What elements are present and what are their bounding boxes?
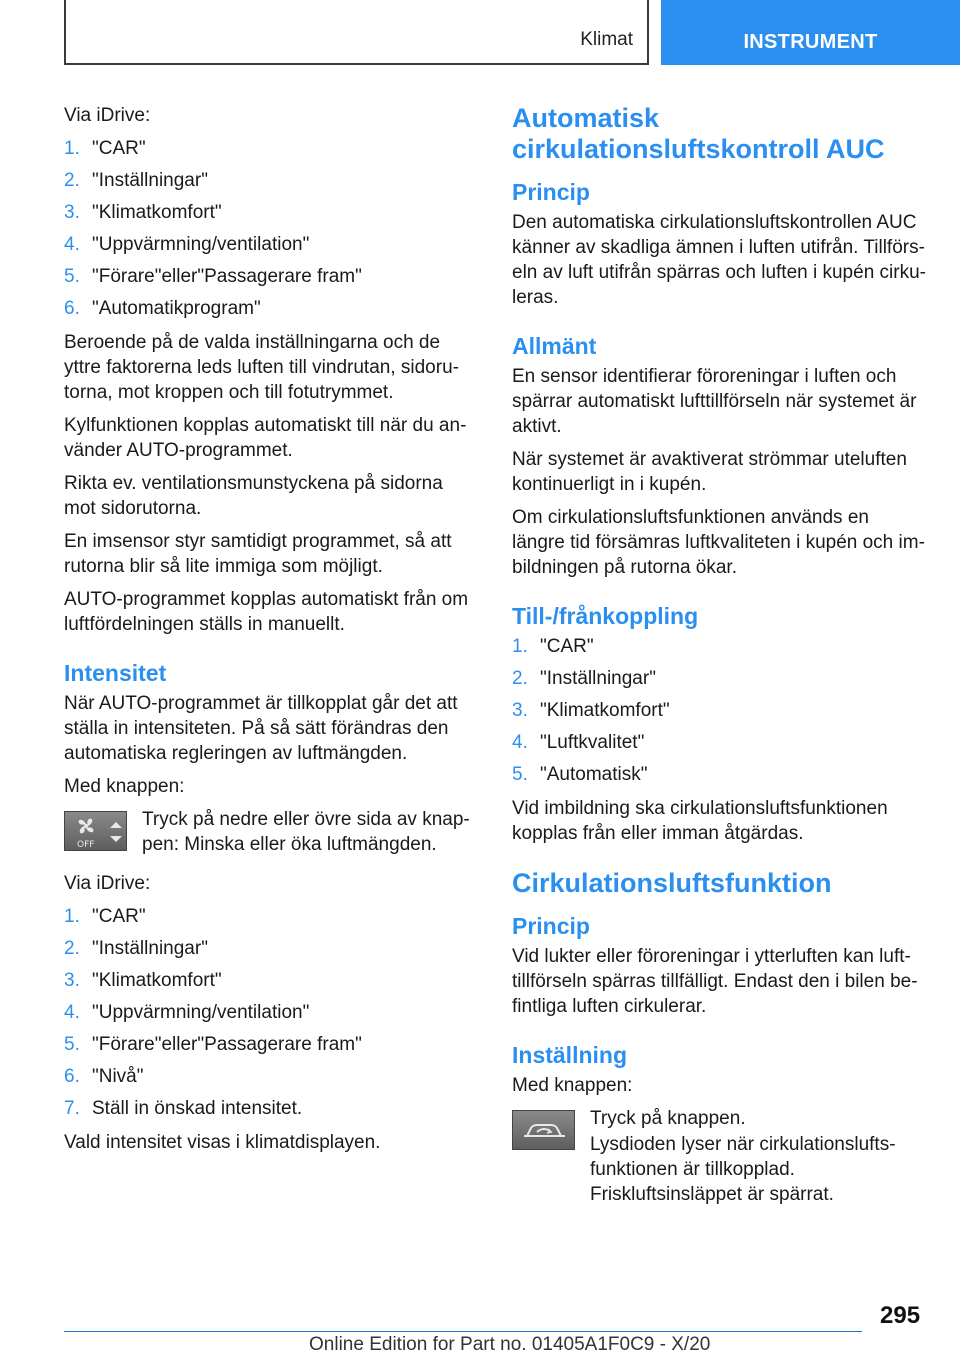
step-text: "Inställningar"	[92, 170, 208, 191]
paragraph: Den automatiska cirkulationsluftskontrollen AUC känner av skadliga ämnen i luften utifrån. Tillförseln av luft utifrån spärras och luften i kupén cirkuleras.	[512, 212, 926, 308]
step-number: 6.	[64, 1066, 80, 1087]
step-number: 7.	[64, 1098, 80, 1119]
page-number: 295	[880, 1302, 921, 1329]
left-column	[64, 103, 479, 1163]
step-text: Ställ in önskad intensitet.	[92, 1098, 303, 1119]
button-instruction	[64, 807, 479, 857]
list-item	[64, 136, 479, 168]
step-text: "Inställningar"	[540, 668, 656, 689]
paragraph: En sensor identifierar föroreningar i luften och spärrar automatiskt lufttillförseln när systemet är aktivt.	[512, 366, 917, 437]
list-item	[64, 232, 479, 264]
step-text: "Klimatkomfort"	[92, 970, 222, 991]
paragraph: Vid imbildning ska cirkulationsluftsfunktionen kopplas från eller imman åtgärdas.	[512, 798, 888, 844]
step-text: "Uppvärmning/ventilation"	[92, 1002, 310, 1023]
list-item	[512, 666, 927, 698]
auc-principle-heading: Princip	[512, 179, 590, 205]
step-number: 5.	[64, 266, 80, 287]
paragraph: AUTO-programmet kopplas automatiskt från om luftfördelningen ställs in manuellt.	[64, 589, 469, 635]
paragraph: Om cirkulationsluftsfunktionen används en längre tid försämras luftkvaliteten i kupén och imbildningen på rutorna ökar.	[512, 507, 925, 578]
paragraph: När AUTO-programmet är tillkopplat går det att ställa in intensiteten. På så sätt förändras den automatiska regleringen av luftmängden.	[64, 693, 458, 764]
list-item	[64, 904, 479, 936]
list-item	[64, 1000, 479, 1032]
step-text: "Inställningar"	[92, 938, 208, 959]
idrive-intro: Via iDrive:	[64, 105, 151, 126]
step-text: "CAR"	[540, 636, 594, 657]
step-number: 4.	[512, 732, 528, 753]
button-result-text: Lysdioden lyser när cirkulationsluftsfunktionen är tillkopplad. Friskluftsinsläppet är spärrat.	[590, 1134, 896, 1205]
list-item	[64, 200, 479, 232]
list-item	[512, 730, 927, 762]
list-item	[64, 296, 479, 328]
step-number: 6.	[64, 298, 80, 319]
step-number: 4.	[64, 234, 80, 255]
intensity-steps-list	[64, 904, 479, 1128]
list-item	[64, 168, 479, 200]
auc-steps-list	[512, 634, 927, 794]
step-text: "Klimatkomfort"	[92, 202, 222, 223]
with-button-label: Med knappen:	[512, 1075, 633, 1096]
list-item	[64, 936, 479, 968]
step-number: 5.	[512, 764, 528, 785]
paragraph: Kylfunktionen kopplas automatiskt till när du använder AUTO-programmet.	[64, 415, 467, 461]
footer-edition: Online Edition for Part no. 01405A1F0C9 - X/20	[309, 1334, 711, 1355]
list-item	[64, 264, 479, 296]
header-section-tab	[64, 0, 649, 65]
idrive-steps-list	[64, 136, 479, 328]
step-text: "Förare"eller"Passagerare fram"	[92, 266, 362, 287]
step-number: 2.	[512, 668, 528, 689]
header-chapter-label: INSTRUMENT	[743, 31, 878, 53]
with-button-label: Med knappen:	[64, 776, 185, 797]
step-number: 1.	[64, 906, 80, 927]
list-item	[64, 1064, 479, 1096]
step-text: "Automatisk"	[540, 764, 648, 785]
button-instruction-text: Tryck på knappen.	[590, 1108, 746, 1129]
step-text: "Luftkvalitet"	[540, 732, 645, 753]
paragraph: Vald intensitet visas i klimatdisplayen.	[64, 1132, 381, 1153]
step-number: 3.	[64, 202, 80, 223]
idrive-intro: Via iDrive:	[64, 873, 151, 894]
paragraph: När systemet är avaktiverat strömmar uteluften kontinuerligt in i kupén.	[512, 449, 907, 495]
paragraph: En imsensor styr samtidigt programmet, så att rutorna blir så lite immiga som möjligt.	[64, 531, 452, 577]
list-item	[512, 762, 927, 794]
step-text: "CAR"	[92, 906, 146, 927]
footer-divider	[64, 1331, 862, 1332]
step-text: "Förare"eller"Passagerare fram"	[92, 1034, 362, 1055]
step-number: 2.	[64, 170, 80, 191]
fan-off-button-icon	[64, 811, 127, 851]
list-item	[64, 1032, 479, 1064]
step-text: "Uppvärmning/ventilation"	[92, 234, 310, 255]
list-item	[512, 698, 927, 730]
list-item	[64, 968, 479, 1000]
recirculation-button-icon	[512, 1110, 575, 1150]
paragraph: Rikta ev. ventilationsmunstyckena på sidorna mot sidorutorna.	[64, 473, 443, 519]
recirc-principle-heading: Princip	[512, 913, 590, 939]
auc-toggle-heading: Till-/frånkoppling	[512, 603, 699, 629]
step-text: "Automatikprogram"	[92, 298, 261, 319]
recirc-setting-heading: Inställning	[512, 1042, 627, 1068]
list-item	[512, 634, 927, 666]
paragraph: Vid lukter eller föroreningar i ytterluften kan lufttillförseln spärras tillfälligt. Endast den i bilen befintliga luften cirkulerar.	[512, 946, 918, 1017]
step-number: 5.	[64, 1034, 80, 1055]
auc-title: Automatisk cirkulationsluftskontroll AUC	[512, 103, 885, 164]
intensity-heading: Intensitet	[64, 660, 167, 686]
recirc-title: Cirkulationsluftsfunktion	[512, 868, 832, 898]
list-item	[64, 1096, 479, 1128]
paragraph: Beroende på de valda inställningarna och de yttre faktorerna leds luften till vindrutan, sidorutorna, mot kroppen och till fotutrymmet.	[64, 332, 459, 403]
auc-general-heading: Allmänt	[512, 333, 597, 359]
step-number: 1.	[512, 636, 528, 657]
right-column	[512, 103, 927, 1215]
step-number: 2.	[64, 938, 80, 959]
step-text: "CAR"	[92, 138, 146, 159]
step-text: "Nivå"	[92, 1066, 144, 1087]
svg-text:OFF: OFF	[77, 840, 95, 850]
step-number: 3.	[512, 700, 528, 721]
step-number: 4.	[64, 1002, 80, 1023]
step-number: 3.	[64, 970, 80, 991]
header-section-label: Klimat	[580, 29, 633, 50]
step-number: 1.	[64, 138, 80, 159]
header-chapter-tab	[661, 0, 960, 65]
step-text: "Klimatkomfort"	[540, 700, 670, 721]
button-instruction-text: Tryck på nedre eller övre sida av knappen: Minska eller öka luftmängden.	[142, 809, 470, 855]
